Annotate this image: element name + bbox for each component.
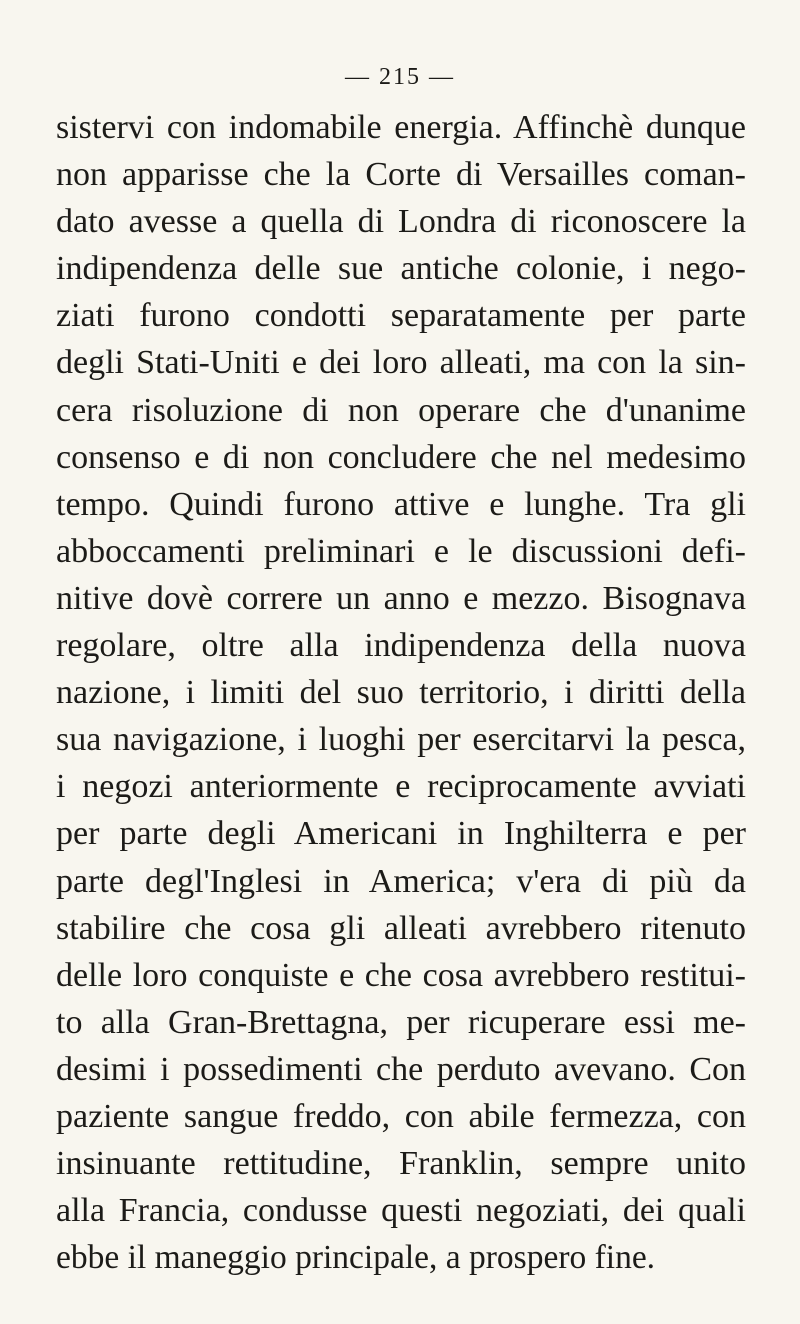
text-line: consenso e di non concludere che nel medesimo bbox=[56, 438, 746, 476]
text-line: ziati furono condotti separatamente per parte bbox=[56, 297, 746, 335]
text-line-last: ebbe il maneggio principale, a prospero fine. bbox=[56, 1239, 656, 1277]
text-line: stabilire che cosa gli alleati avrebbero ritenuto bbox=[56, 909, 746, 947]
text-line: non apparisse che la Corte di Versailles coman- bbox=[56, 156, 746, 194]
text-line: parte degl'Inglesi in America; v'era di più da bbox=[56, 862, 746, 900]
text-line: nazione, i limiti del suo territorio, i diritti della bbox=[56, 674, 746, 712]
text-line: alla Francia, condusse questi negoziati, dei quali bbox=[56, 1192, 746, 1230]
text-line: insinuante rettitudine, Franklin, sempre unito bbox=[56, 1145, 746, 1183]
text-line: desimi i possedimenti che perduto avevano. Con bbox=[56, 1050, 746, 1088]
page-number: — 215 — bbox=[345, 64, 455, 90]
text-line: paziente sangue freddo, con abile fermezza, con bbox=[56, 1097, 746, 1135]
text-line: delle loro conquiste e che cosa avrebbero restitui- bbox=[56, 956, 746, 994]
text-line: sistervi con indomabile energia. Affinchè dunque bbox=[56, 109, 746, 146]
text-line: to alla Gran-Brettagna, per ricuperare essi me- bbox=[56, 1003, 746, 1041]
text-line: abboccamenti preliminari e le discussioni defi- bbox=[56, 532, 746, 570]
text-line: regolare, oltre alla indipendenza della nuova bbox=[56, 627, 746, 665]
body-text bbox=[56, 104, 746, 1281]
text-line: sua navigazione, i luoghi per esercitarvi la pesca, bbox=[56, 721, 746, 759]
text-line: per parte degli Americani in Inghilterra e per bbox=[56, 815, 746, 853]
text-line: degli Stati-Uniti e dei loro alleati, ma con la sin- bbox=[56, 344, 746, 382]
text-line: cera risoluzione di non operare che d'unanime bbox=[56, 391, 746, 429]
text-line: i negozi anteriormente e reciprocamente avviati bbox=[56, 768, 746, 806]
text-line: nitive dovè correre un anno e mezzo. Bisognava bbox=[56, 579, 746, 617]
text-line: tempo. Quindi furono attive e lunghe. Tra gli bbox=[56, 485, 746, 523]
text-line: indipendenza delle sue antiche colonie, i nego- bbox=[56, 250, 746, 288]
text-line: dato avesse a quella di Londra di riconoscere la bbox=[56, 203, 746, 241]
